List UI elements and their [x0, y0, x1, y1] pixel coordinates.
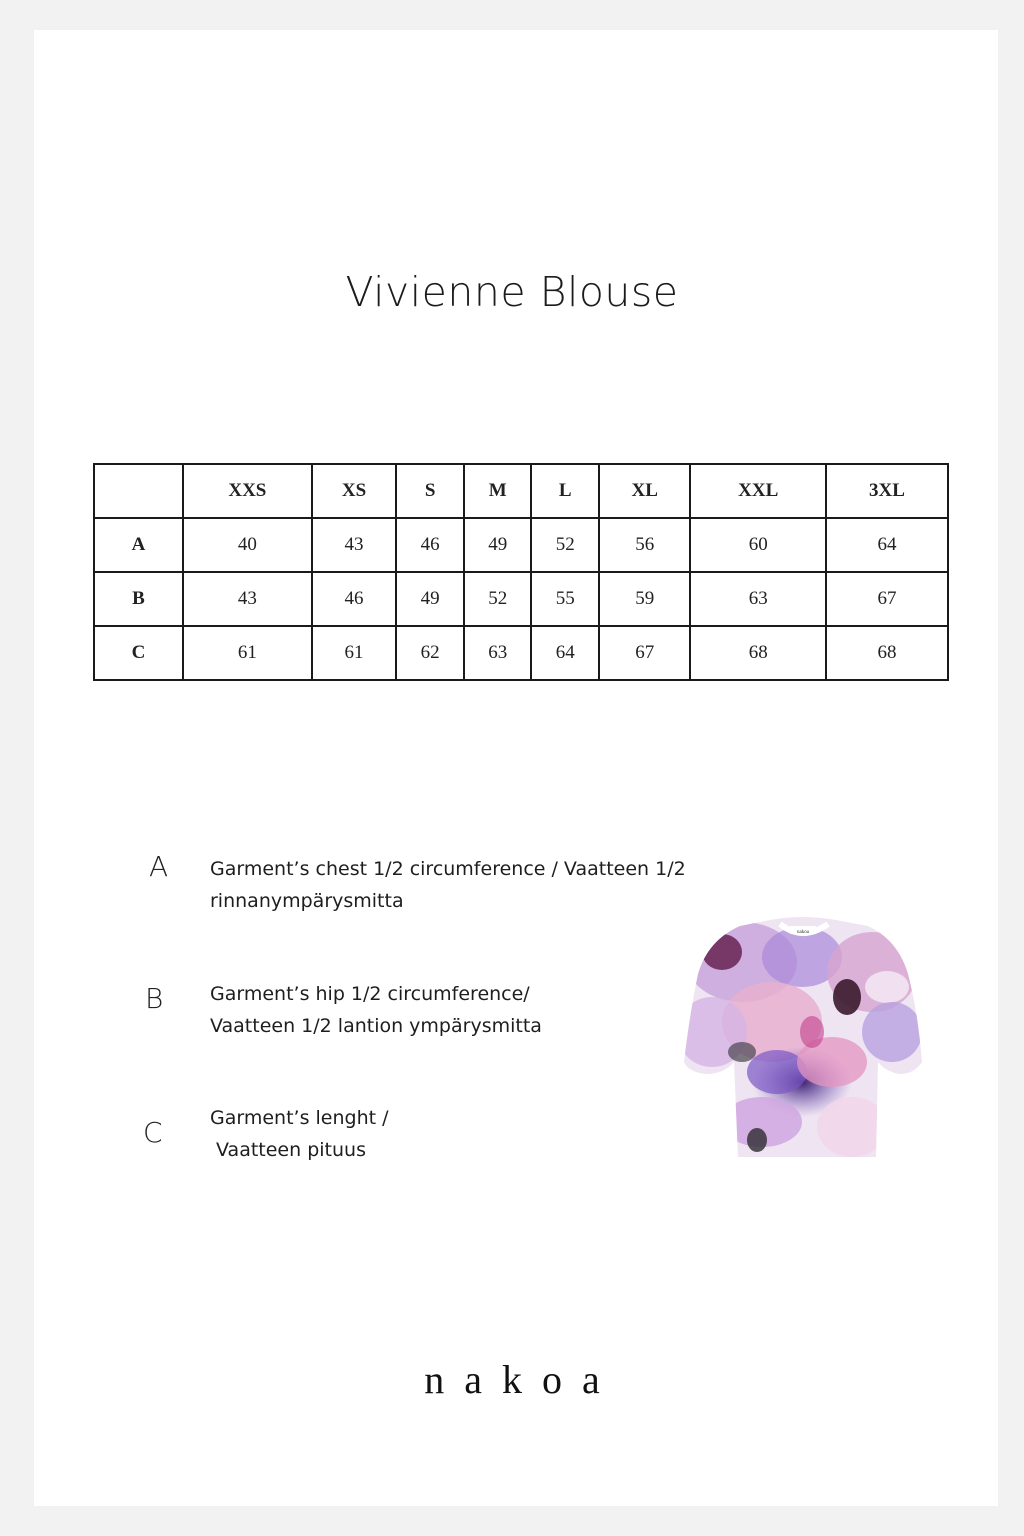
legend-text-c: Garment’s lenght / Vaatteen pituus	[210, 1107, 389, 1161]
table-header-3xl: 3XL	[826, 464, 948, 518]
table-cell: 61	[183, 626, 312, 680]
table-row	[94, 518, 948, 572]
legend-letter-c: C	[143, 1116, 163, 1149]
table-cell: 68	[690, 626, 826, 680]
table-row	[94, 626, 948, 680]
table-cell: 62	[396, 626, 464, 680]
table-cell: 43	[312, 518, 397, 572]
table-cell: 63	[464, 626, 532, 680]
blouse-print	[682, 912, 924, 1162]
size-table	[93, 463, 949, 681]
table-row-label: C	[94, 626, 183, 680]
table-cell: 40	[183, 518, 312, 572]
legend-text-b: Garment’s hip 1/2 circumference/ Vaatteen 1/2 lantion ympärysmitta	[210, 983, 542, 1037]
table-header-xxl: XXL	[690, 464, 826, 518]
table-cell: 55	[531, 572, 599, 626]
table-cell: 60	[690, 518, 826, 572]
table-cell: 56	[599, 518, 690, 572]
table-cell: 64	[531, 626, 599, 680]
table-cell: 67	[826, 572, 948, 626]
table-cell: 43	[183, 572, 312, 626]
legend-letter-a: A	[149, 850, 169, 883]
legend-letter-b: B	[145, 982, 164, 1015]
table-cell: 49	[396, 572, 464, 626]
table-row-label: A	[94, 518, 183, 572]
table-cell: 64	[826, 518, 948, 572]
brand-logo: nakoa	[424, 1357, 620, 1402]
table-header-m: M	[464, 464, 532, 518]
table-cell: 46	[312, 572, 397, 626]
table-header-xl: XL	[599, 464, 690, 518]
table-cell: 67	[599, 626, 690, 680]
table-header-corner	[94, 464, 183, 518]
size-chart-card	[34, 30, 998, 1506]
table-cell: 52	[464, 572, 532, 626]
table-header-l: L	[531, 464, 599, 518]
table-cell: 52	[531, 518, 599, 572]
neck-label-text: nakoa	[797, 930, 809, 935]
table-cell: 68	[826, 626, 948, 680]
table-cell: 49	[464, 518, 532, 572]
table-row	[94, 572, 948, 626]
table-cell: 46	[396, 518, 464, 572]
table-cell: 59	[599, 572, 690, 626]
table-header-xs: XS	[312, 464, 397, 518]
table-header-xxs: XXS	[183, 464, 312, 518]
page-title: Vivienne Blouse	[345, 268, 679, 316]
table-row-label: B	[94, 572, 183, 626]
legend-text-a: Garment’s chest 1/2 circumference / Vaatteen 1/2 rinnanympärysmitta	[210, 858, 686, 912]
table-header-s: S	[396, 464, 464, 518]
table-header-row	[94, 464, 948, 518]
floral-blouse-illustration	[682, 912, 924, 1162]
table-cell: 63	[690, 572, 826, 626]
table-cell: 61	[312, 626, 397, 680]
